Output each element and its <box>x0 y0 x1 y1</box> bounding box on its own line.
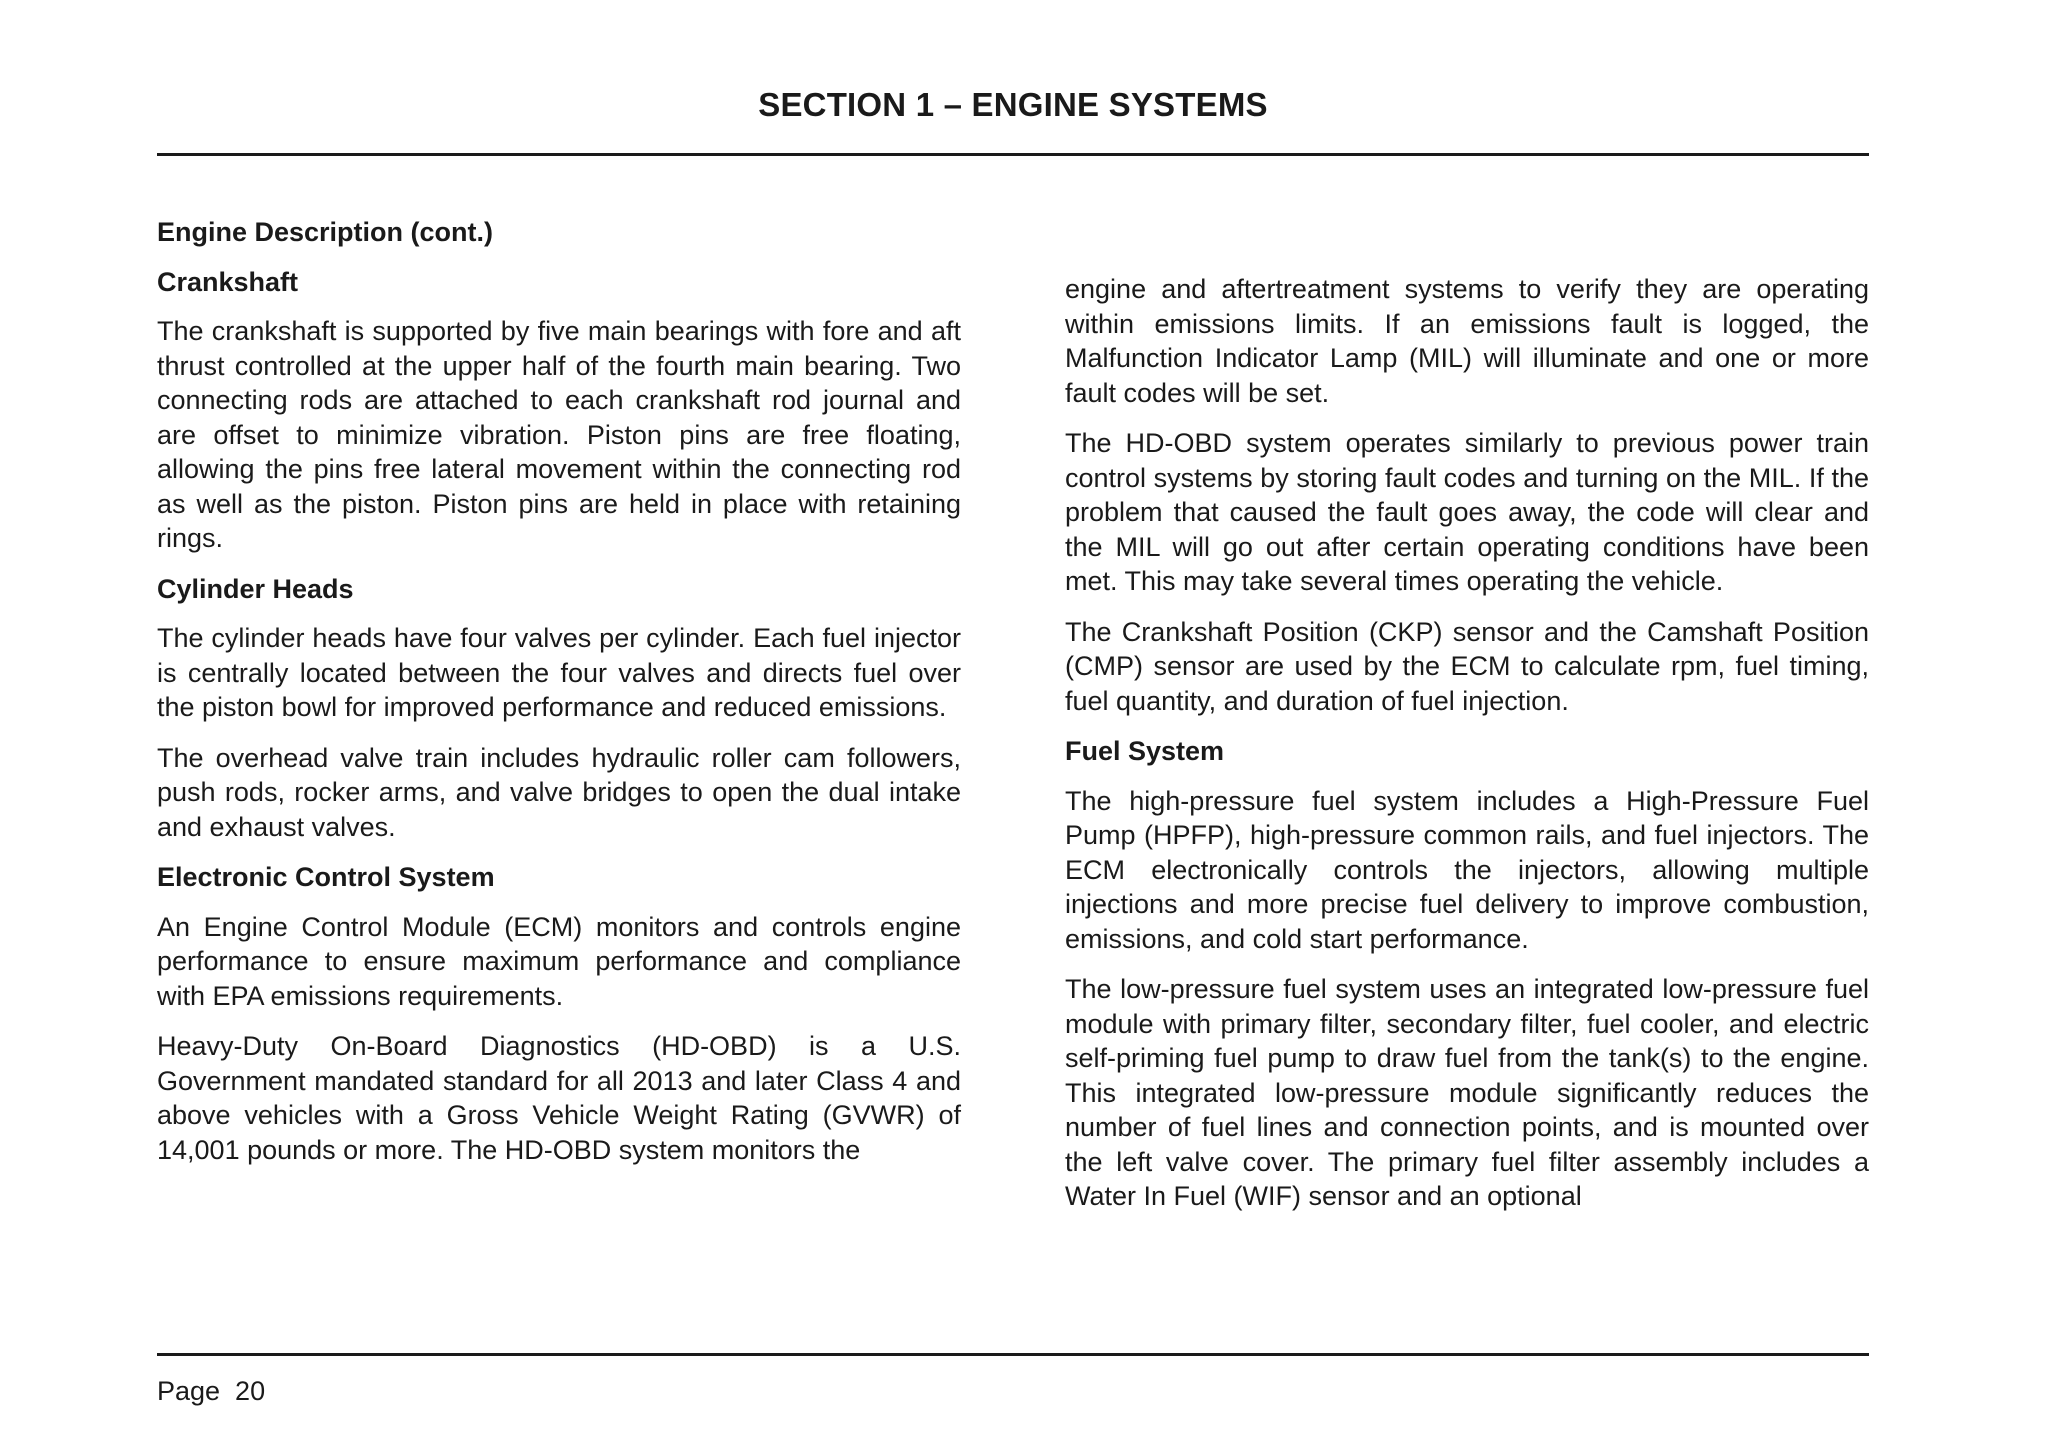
cylinder-heads-paragraph-2: The overhead valve train includes hydraulic roller cam followers, push rods, rocker arms, and valve bridges to open the dual intake and exhaust valves. <box>157 742 961 842</box>
fuel-system-paragraph-1: The high-pressure fuel system includes a High-Pressure Fuel Pump (HPFP), high-pressure common rails, and fuel injectors. The ECM electronically controls the injectors, allowing multiple injections and more precise fuel delivery to improve combustion, emissions, and cold start performance. <box>1065 785 1869 954</box>
obd-continuation-paragraph: engine and aftertreatment systems to verify they are operating within emissions limits. If an emissions fault is logged, the Malfunction Indicator Lamp (MIL) will illuminate and one or more fault codes will be set. <box>1065 274 1869 408</box>
crankshaft-paragraph: The crankshaft is supported by five main bearings with fore and aft thrust controlled at the upper half of the fourth main bearing. Two connecting rods are attached to each crankshaft rod journal and are offset to minimize vibration. Piston pins are free floating, allowing the pins free lateral movement within the connecting rod as well as the piston. Piston pins are held in place with retaining rings. <box>157 316 961 553</box>
electronic-control-heading: Electronic Control System <box>157 862 495 892</box>
cylinder-heads-heading: Cylinder Heads <box>157 573 354 604</box>
left-column <box>157 215 961 1183</box>
page-number: Page 20 <box>157 1376 266 1406</box>
crankshaft-heading: Crankshaft <box>157 266 299 297</box>
header-divider <box>157 153 1869 156</box>
footer-divider <box>157 1353 1869 1356</box>
electronic-control-paragraph-1: An Engine Control Module (ECM) monitors and controls engine performance to ensure maximum performance and compliance with EPA emissions requirements. <box>157 911 961 1011</box>
ckp-cmp-paragraph: The Crankshaft Position (CKP) sensor and the Camshaft Position (CMP) sensor are used by the ECM to calculate rpm, fuel timing, fuel quantity, and duration of fuel injection. <box>1065 616 1869 716</box>
section-title: SECTION 1 – ENGINE SYSTEMS <box>758 86 1268 123</box>
obd-operation-paragraph: The HD-OBD system operates similarly to previous power train control systems by storing fault codes and turning on the MIL. If the problem that caused the fault goes away, the code will clear and the MIL will go out after certain operating conditions have been met. This may take several times operating the vehicle. <box>1065 428 1869 596</box>
cylinder-heads-paragraph-1: The cylinder heads have four valves per cylinder. Each fuel injector is centrally located between the four valves and directs fuel over the piston bowl for improved performance and reduced emissions. <box>157 623 961 722</box>
right-column <box>1065 272 1869 1230</box>
electronic-control-paragraph-2: Heavy-Duty On-Board Diagnostics (HD-OBD) is a U.S. Government mandated standard for all 2013 and later Class 4 and above vehicles with a Gross Vehicle Weight Rating (GVWR) of 14,001 pounds or more. The HD-OBD system monitors the <box>157 1031 961 1165</box>
fuel-system-paragraph-2: The low-pressure fuel system uses an integrated low-pressure fuel module with primary filter, secondary filter, fuel cooler, and electric self-priming fuel pump to draw fuel from the tank(s) to the engine. This integrated low-pressure module significantly reduces the number of fuel lines and connection points, and is mounted over the left valve cover. The primary fuel filter assembly includes a Water In Fuel (WIF) sensor and an optional <box>1065 974 1869 1211</box>
fuel-system-heading: Fuel System <box>1065 736 1225 766</box>
main-heading: Engine Description (cont.) <box>157 217 494 247</box>
